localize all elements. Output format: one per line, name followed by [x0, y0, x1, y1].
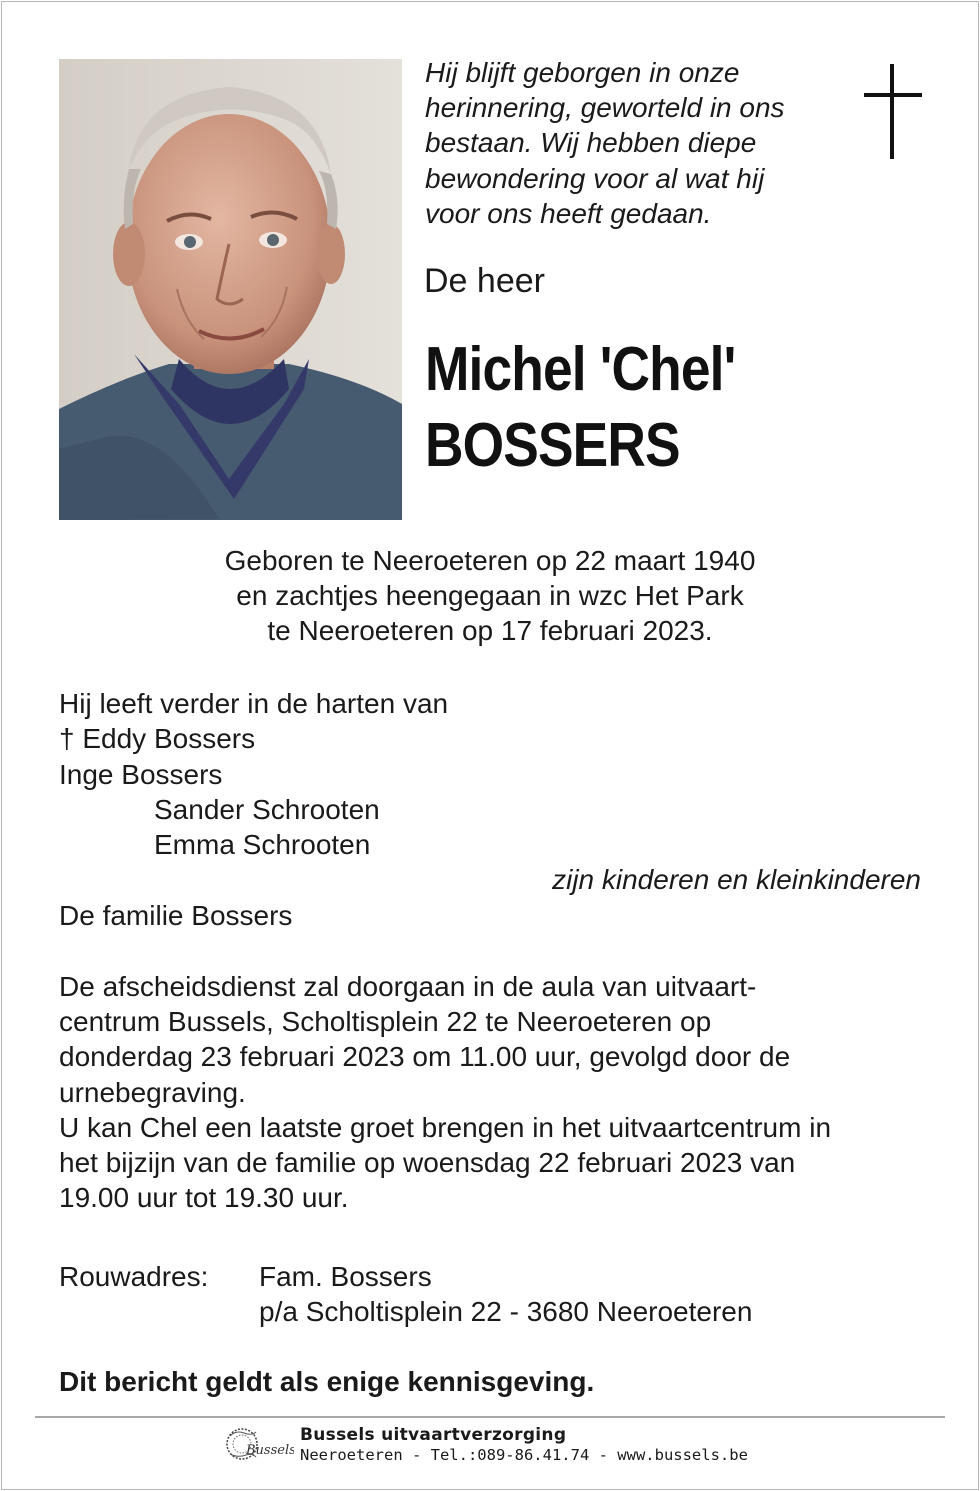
dates-line: en zachtjes heengegaan in wzc Het Park [236, 580, 744, 611]
footer-company: Bussels uitvaartverzorging [300, 1425, 567, 1445]
footer [300, 1425, 748, 1465]
footer-contact: Neeroeteren - Tel.:089-86.41.74 - www.bussels.be [300, 1446, 748, 1464]
child-name: Inge Bossers [59, 758, 223, 790]
grandchild-name: Emma Schrooten [154, 829, 371, 861]
quote-line: bewondering voor al wat hij [425, 162, 765, 194]
service-line: donderdag 23 februari 2023 om 11.00 uur, gevolgd door de [59, 1041, 791, 1073]
honorific: De heer [424, 262, 545, 300]
child-name: † Eddy Bossers [59, 723, 256, 755]
address-line: Fam. Bossers [259, 1261, 432, 1292]
relation-label: zijn kinderen en kleinkinderen [552, 864, 921, 896]
quote-line: herinnering, geworteld in ons [425, 92, 785, 124]
notification-notice: Dit bericht geldt als enige kennisgeving. [59, 1366, 595, 1397]
bussels-logo [222, 1424, 294, 1466]
deceased-name [425, 332, 735, 484]
service-line: het bijzijn van de familie op woensdag 22 februari 2023 van [59, 1147, 796, 1179]
service-line: 19.00 uur tot 19.30 uur. [59, 1182, 349, 1214]
quote-line: voor ons heeft gedaan. [425, 197, 712, 229]
address-lines [259, 1259, 752, 1329]
footer-divider [35, 1416, 945, 1418]
service-line: centrum Bussels, Scholtisplein 22 te Neeroeteren op [59, 1006, 712, 1038]
service-line: U kan Chel een laatste groet brengen in het uitvaartcentrum in [59, 1111, 832, 1143]
service-details [59, 969, 939, 1215]
grandchild-name: Sander Schrooten [154, 793, 380, 825]
quote-line: Hij blijft geborgen in onze [425, 57, 740, 88]
service-line: De afscheidsdienst zal doorgaan in de aula van uitvaart- [59, 971, 757, 1002]
portrait-photo [59, 59, 402, 520]
dates-line: te Neeroeteren op 17 februari 2023. [267, 615, 713, 646]
deceased-last-name: BOSSERS [425, 411, 680, 480]
cross-icon [864, 64, 922, 159]
dates-line: Geboren te Neeroeteren op 22 maart 1940 [224, 545, 756, 576]
quote-line: bestaan. Wij hebben diepe [425, 127, 757, 159]
life-dates [0, 543, 980, 648]
memorial-quote [425, 55, 845, 231]
logo-wordmark: Bussels [246, 1443, 294, 1458]
survivors-list [59, 686, 921, 933]
address-line: p/a Scholtisplein 22 - 3680 Neeroeteren [259, 1296, 753, 1327]
service-line: urnebegraving. [59, 1076, 246, 1108]
family-name: De familie Bossers [59, 899, 293, 931]
survivors-intro: Hij leeft verder in de harten van [59, 688, 449, 719]
address-label: Rouwadres: [59, 1261, 209, 1292]
deceased-first-name: Michel 'Chel' [425, 335, 736, 404]
